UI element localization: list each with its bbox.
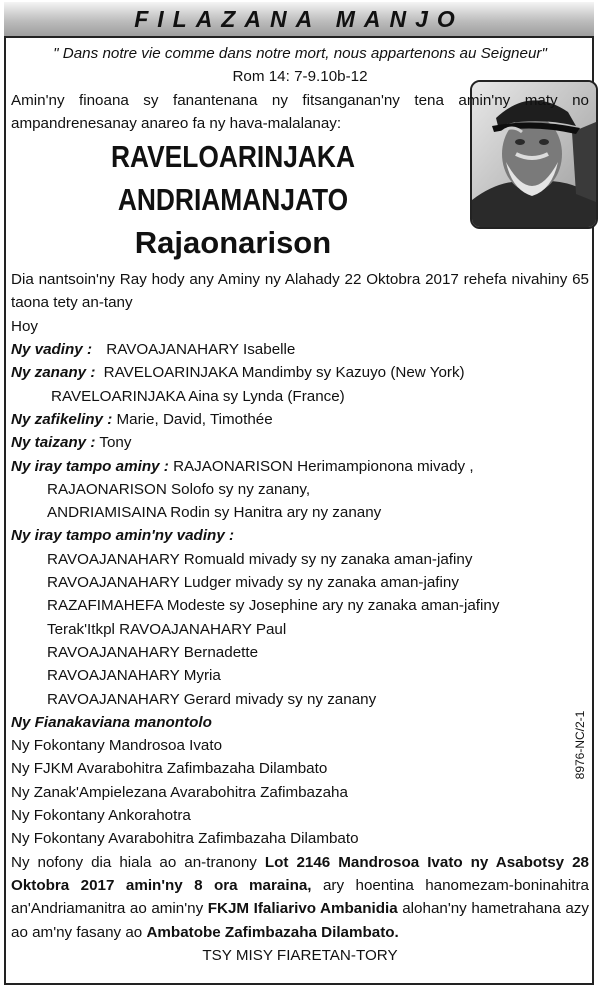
children-label: Ny zanany : <box>11 364 96 382</box>
child-name: RAVELOARINJAKA Aina sy Lynda (France) <box>51 387 345 405</box>
bible-quote: " Dans notre vie comme dans notre mort, nous appartenons au Seigneur" <box>53 45 547 62</box>
community-item: Ny FJKM Avarabohitra Zafimbazaha Dilambato <box>11 760 328 778</box>
foster-label: Ny taizany : <box>11 434 96 452</box>
funeral-address: Lot 2146 Mandrosoa Ivato ny Asabotsy 28 Oktobra 2017 amin'ny 8 ora maraina, <box>11 853 589 894</box>
spouse-label: Ny vadiny : <box>11 341 93 359</box>
deceased-surname: RAVELOARINJAKA <box>110 139 356 175</box>
spouse-row <box>11 338 589 361</box>
hoy-text: Hoy <box>11 317 39 335</box>
reference-code-text: 8976-NC/2-1 <box>573 710 587 780</box>
in-law-item: RAVOAJANAHARY Romuald mivady sy ny zanaka aman-jafiny <box>47 550 473 568</box>
sibling-name: RAJAONARISON Solofo sy ny zanany, <box>47 480 311 498</box>
funeral-church: FKJM Ifaliarivo Ambanidia <box>207 900 398 918</box>
grandchildren-label: Ny zafikeliny : <box>11 410 113 428</box>
community-item: Ny Fokontany Mandrosoa Ivato <box>11 737 223 755</box>
bible-reference: Rom 14: 7-9.10b-12 <box>232 68 368 86</box>
closing-text: TSY MISY FIARETAN-TORY <box>202 946 398 964</box>
community-item: Ny Fokontany Ankorahotra <box>11 807 191 825</box>
grandchildren-row <box>11 408 589 431</box>
children-row <box>11 361 589 384</box>
in-law-item: RAZAFIMAHEFA Modeste sy Josephine ary ny zanaka aman-jafiny <box>47 597 500 615</box>
foster-name: Tony <box>99 434 132 452</box>
deceased-family-name: Rajaonarison <box>134 225 332 261</box>
community-item: Ny Fokontany Avarabohitra Zafimbazaha Dilambato <box>11 830 359 848</box>
notice-body <box>11 42 589 967</box>
siblings-label: Ny iray tampo aminy : <box>11 457 169 475</box>
deceased-name-block <box>11 135 589 266</box>
in-laws-label: Ny iray tampo amin'ny vadiny : <box>11 527 235 545</box>
funeral-text: Ny nofony dia hiala ao an-tranony <box>11 853 265 871</box>
funeral-details <box>11 851 589 944</box>
notice-title: FILAZANA MANJO <box>134 5 464 32</box>
in-law-item: RAVOAJANAHARY Bernadette <box>47 643 259 661</box>
spouse-name: RAVOAJANAHARY Isabelle <box>106 341 296 359</box>
in-law-item: RAVOAJANAHARY Myria <box>47 667 221 685</box>
funeral-text: alohan'ny hametrahana azy ao am'ny fasany ao <box>11 900 589 941</box>
in-law-item: Terak'Itkpl RAVOAJANAHARY Paul <box>47 620 287 638</box>
in-law-item: RAVOAJANAHARY Gerard mivady sy ny zanany <box>47 690 377 708</box>
reference-code <box>572 700 588 790</box>
deceased-given-name: ANDRIAMANJATO <box>117 182 349 218</box>
sibling-name: ANDRIAMISAINA Rodin sy Hanitra ary ny zanany <box>47 504 382 522</box>
funeral-text: ary hoentina hanomezam-boninahitra an'Andriamanitra ao amin'ny <box>11 876 589 918</box>
intro-text: Amin'ny finoana sy fanantenana ny fitsanganan'ny tena amin'ny maty no ampandrenesanay anareo fa ny hava-malalanay: <box>11 91 589 132</box>
siblings-row <box>11 455 589 478</box>
death-notice: Dia nantsoin'ny Ray hody any Aminy ny Alahady 22 Oktobra 2017 rehefa nivahiny 65 taona tety an-tany <box>11 271 589 312</box>
sibling-name: RAJAONARISON Herimampionona mivady , <box>173 457 474 475</box>
notice-header <box>4 2 594 38</box>
in-law-item: RAVOAJANAHARY Ludger mivady sy ny zanaka aman-jafiny <box>47 574 459 592</box>
funeral-burial-place: Ambatobe Zafimbazaha Dilambato. <box>146 923 399 941</box>
grandchildren-names: Marie, David, Timothée <box>116 410 273 428</box>
foster-row <box>11 431 589 454</box>
whole-family-label: Ny Fianakaviana manontolo <box>11 713 212 731</box>
community-item: Ny Zanak'Ampielezana Avarabohitra Zafimbazaha <box>11 783 348 801</box>
child-name: RAVELOARINJAKA Mandimby sy Kazuyo (New York) <box>103 364 465 382</box>
